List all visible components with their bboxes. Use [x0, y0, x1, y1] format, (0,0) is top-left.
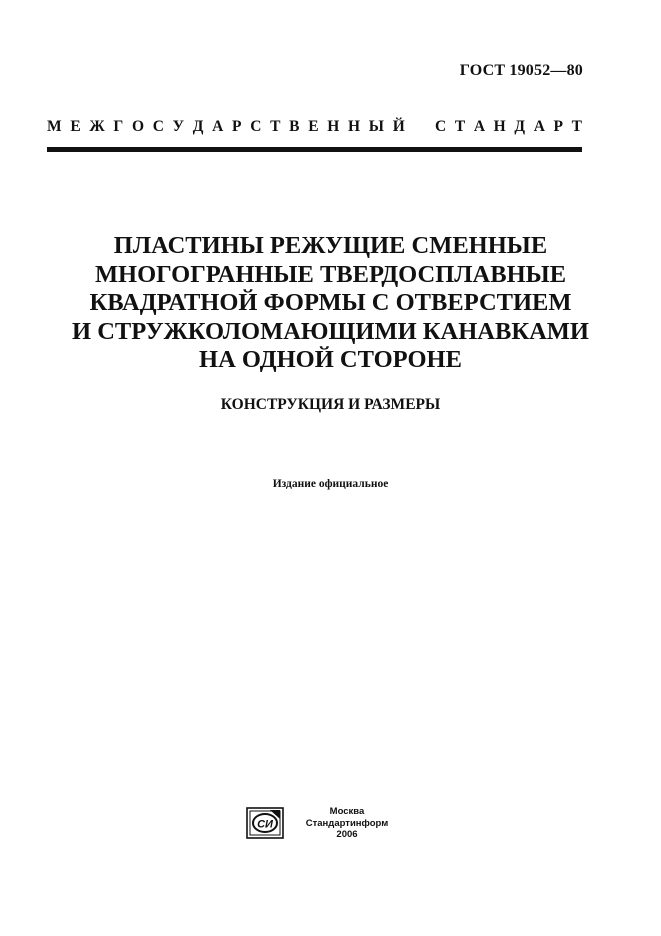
standartinform-logo-icon [246, 807, 284, 839]
standard-type [47, 118, 582, 136]
document-subtitle: КОНСТРУКЦИЯ И РАЗМЕРЫ [220, 396, 441, 413]
title-line: НА ОДНОЙ СТОРОНЕ [199, 346, 462, 373]
logo-letters: СИ [257, 818, 273, 831]
title-line: КВАДРАТНОЙ ФОРМЫ С ОТВЕРСТИЕМ [89, 289, 572, 316]
publisher-name: Стандартинформ [305, 817, 389, 829]
publisher-city: Москва [329, 806, 365, 817]
edition-note: Издание официальное [272, 478, 389, 490]
doc-number: ГОСТ 19052—80 [459, 62, 583, 79]
title-line: ПЛАСТИНЫ РЕЖУЩИЕ СМЕННЫЕ [113, 232, 548, 259]
title-line: МНОГОГРАННЫЕ ТВЕРДОСПЛАВНЫЕ [94, 260, 567, 288]
header-rule [47, 147, 582, 152]
publication-year: 2006 [336, 829, 358, 840]
publisher-block [302, 806, 392, 841]
standard-type-word-1: М Е Ж Г О С У Д А Р С Т В Е Н Н Ы Й [47, 118, 405, 135]
document-title [0, 232, 661, 375]
standard-type-word-2: С Т А Н Д А Р Т [435, 118, 582, 135]
title-line: И СТРУЖКОЛОМАЮЩИМИ КАНАВКАМИ [72, 317, 589, 345]
